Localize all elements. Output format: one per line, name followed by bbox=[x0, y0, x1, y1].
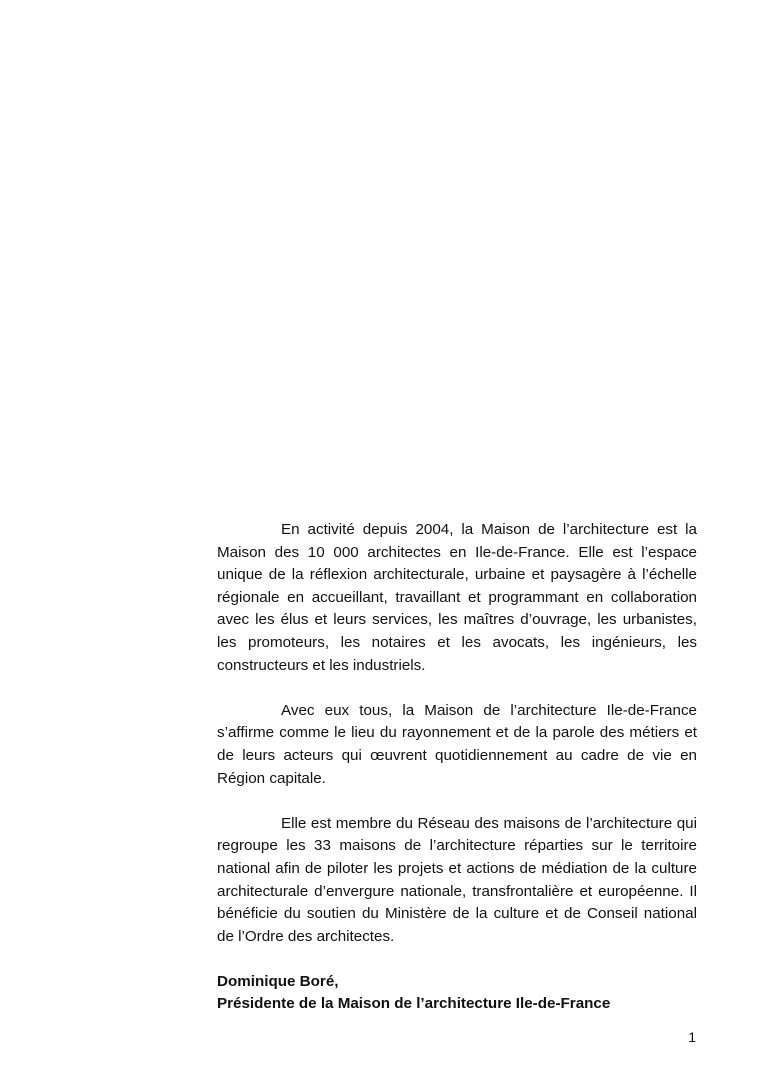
signature-title: Présidente de la Maison de l’architecture Ile-de-France bbox=[217, 995, 611, 1013]
body-text bbox=[217, 519, 697, 1016]
paragraph-intro: En activité depuis 2004, la Maison de l’architecture est la Maison des 10 000 architectes en Ile-de-France. Elle est l’espace unique de la réflexion architecturale, urbaine et paysagère à l’échelle régionale en accueillant, travaillant et programmant en collaboration avec les élus et leurs services, les maîtres d’ouvrage, les urbanistes, les promoteurs, les notaires et les avocats, les ingénieurs, les constructeurs et les industriels. bbox=[217, 521, 697, 674]
signature-name: Dominique Boré, bbox=[217, 972, 339, 990]
paragraph-network: Elle est membre du Réseau des maisons de l’architecture qui regroupe les 33 maisons de l’architecture réparties sur le territoire national afin de piloter les projets et actions de médiation de la culture architecturale d’envergure nationale, transfrontalière et européenne. Il bénéficie du soutien du Ministère de la culture et de Conseil national de l’Ordre des architectes. bbox=[217, 814, 697, 945]
page-number: 1 bbox=[688, 1029, 696, 1045]
paragraph-partners: Avec eux tous, la Maison de l’architecture Ile-de-France s’affirme comme le lieu du rayonnement et de la parole des métiers et de leurs acteurs qui œuvrent quotidiennement au cadre de vie en Région capitale. bbox=[217, 701, 697, 787]
signature-block bbox=[217, 971, 697, 1016]
